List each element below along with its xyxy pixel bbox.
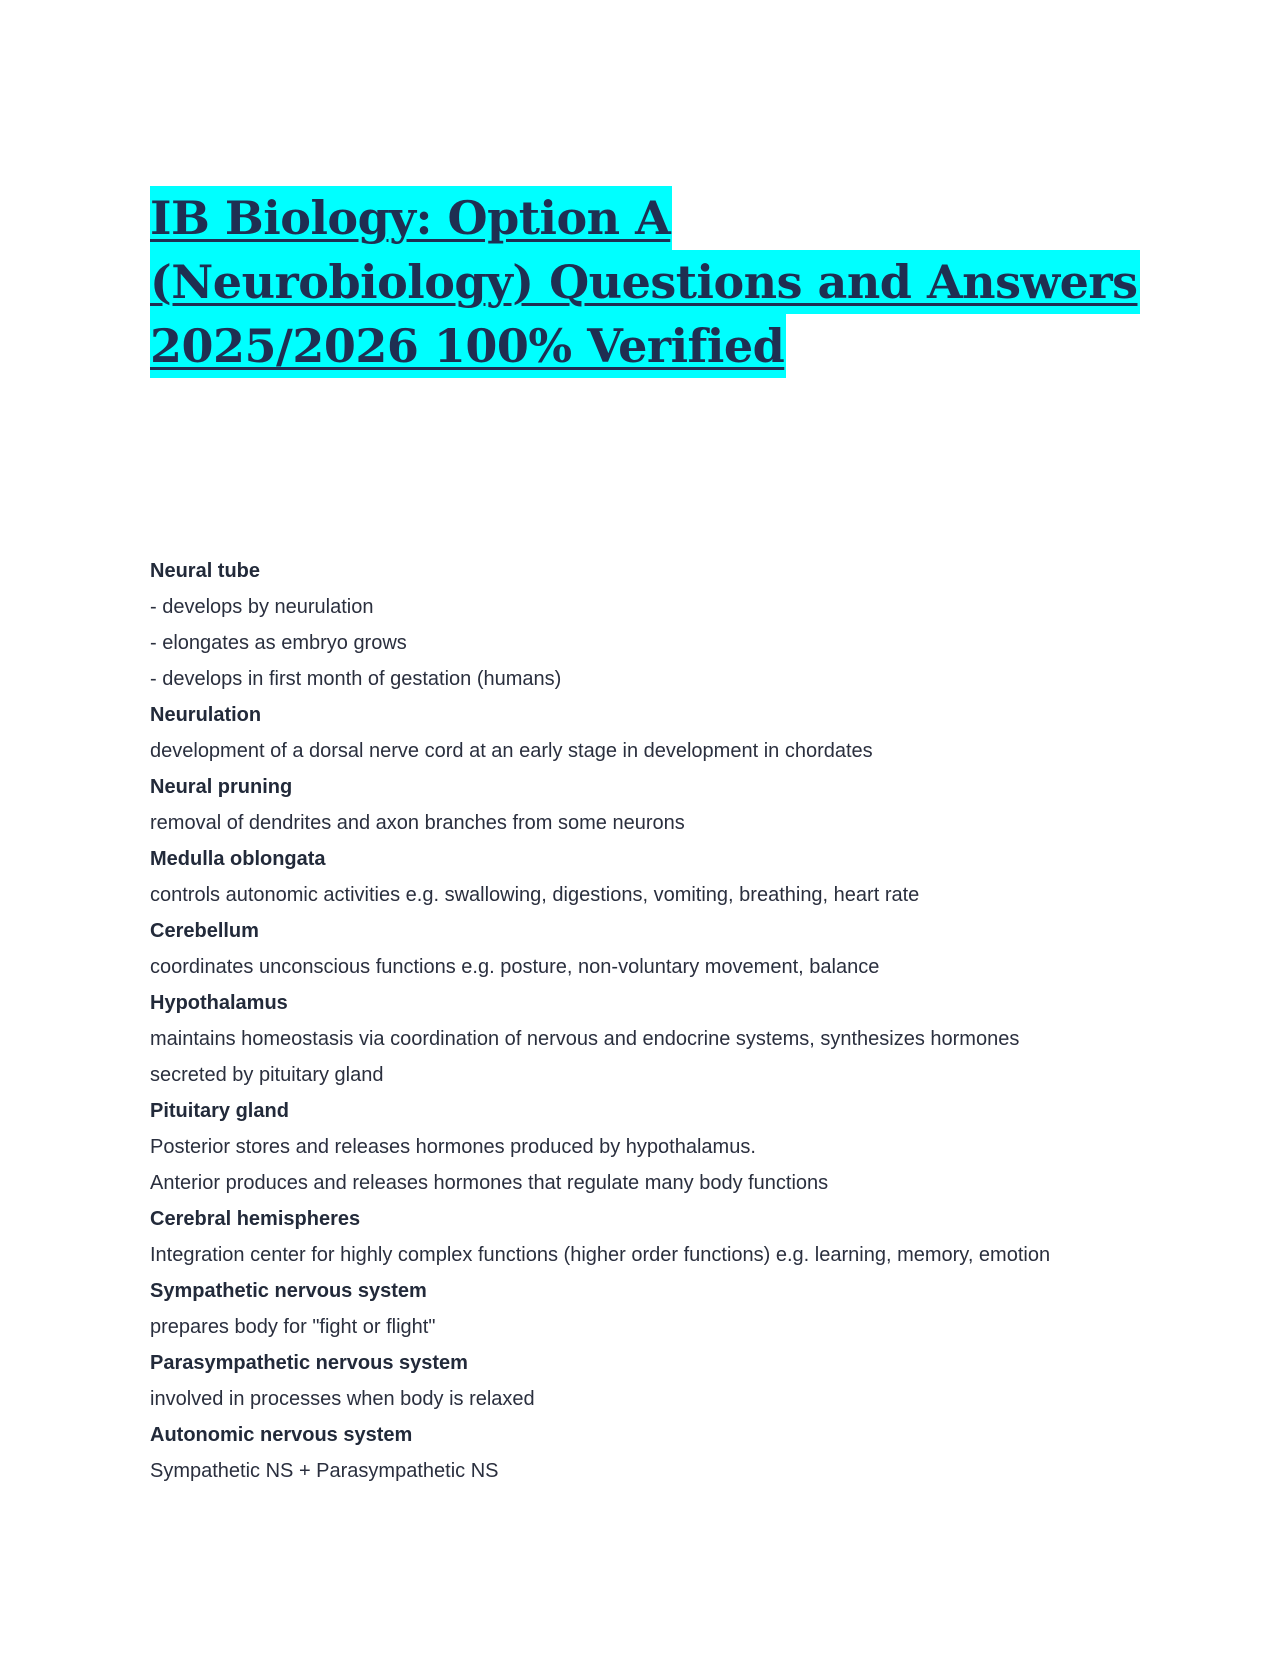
qa-definition-line: controls autonomic activities e.g. swallowing, digestions, vomiting, breathing, heart rate xyxy=(150,884,920,906)
qa-term: Neurulation xyxy=(150,704,262,726)
qa-definition-line: - elongates as embryo grows xyxy=(150,632,407,654)
qa-entry xyxy=(150,1093,1150,1201)
qa-definition-line: Posterior stores and releases hormones produced by hypothalamus. xyxy=(150,1136,756,1158)
qa-entry xyxy=(150,769,1150,841)
qa-term: Parasympathetic nervous system xyxy=(150,1352,468,1374)
title-line: (Neurobiology) Questions and Answers xyxy=(150,250,1140,314)
qa-term: Hypothalamus xyxy=(150,992,288,1014)
qa-list xyxy=(150,553,1150,1489)
qa-entry xyxy=(150,1345,1150,1417)
qa-entry xyxy=(150,1201,1150,1273)
qa-definition-line: involved in processes when body is relaxed xyxy=(150,1388,535,1410)
qa-term: Autonomic nervous system xyxy=(150,1424,413,1446)
qa-definition-line: - develops by neurulation xyxy=(150,596,374,618)
qa-term: Neural pruning xyxy=(150,776,293,798)
qa-entry xyxy=(150,913,1150,985)
qa-definition-line: Anterior produces and releases hormones that regulate many body functions xyxy=(150,1172,829,1194)
qa-definition-line: maintains homeostasis via coordination of nervous and endocrine systems, synthesizes hormones xyxy=(150,1028,1020,1050)
qa-entry xyxy=(150,1273,1150,1345)
title-line: 2025/2026 100% Verified xyxy=(150,314,786,378)
qa-entry xyxy=(150,553,1150,697)
qa-entry xyxy=(150,1417,1150,1489)
qa-definition-line: secreted by pituitary gland xyxy=(150,1064,384,1086)
qa-definition-line: - develops in first month of gestation (humans) xyxy=(150,668,562,690)
qa-term: Pituitary gland xyxy=(150,1100,289,1122)
qa-entry xyxy=(150,697,1150,769)
qa-entry xyxy=(150,841,1150,913)
qa-term: Cerebral hemispheres xyxy=(150,1208,361,1230)
qa-definition-line: development of a dorsal nerve cord at an early stage in development in chordates xyxy=(150,740,873,762)
qa-definition-line: Integration center for highly complex functions (higher order functions) e.g. learning, memory, emotion xyxy=(150,1244,1051,1266)
qa-term: Cerebellum xyxy=(150,920,259,942)
title-line: IB Biology: Option A xyxy=(150,186,672,250)
qa-entry xyxy=(150,985,1150,1093)
qa-definition-line: removal of dendrites and axon branches from some neurons xyxy=(150,812,685,834)
qa-term: Sympathetic nervous system xyxy=(150,1280,427,1302)
qa-term: Medulla oblongata xyxy=(150,848,326,870)
qa-definition-line: prepares body for "fight or flight" xyxy=(150,1316,436,1338)
qa-term: Neural tube xyxy=(150,560,261,582)
document-title xyxy=(150,186,1150,378)
qa-definition-line: Sympathetic NS + Parasympathetic NS xyxy=(150,1460,499,1482)
qa-definition-line: coordinates unconscious functions e.g. posture, non-voluntary movement, balance xyxy=(150,956,880,978)
